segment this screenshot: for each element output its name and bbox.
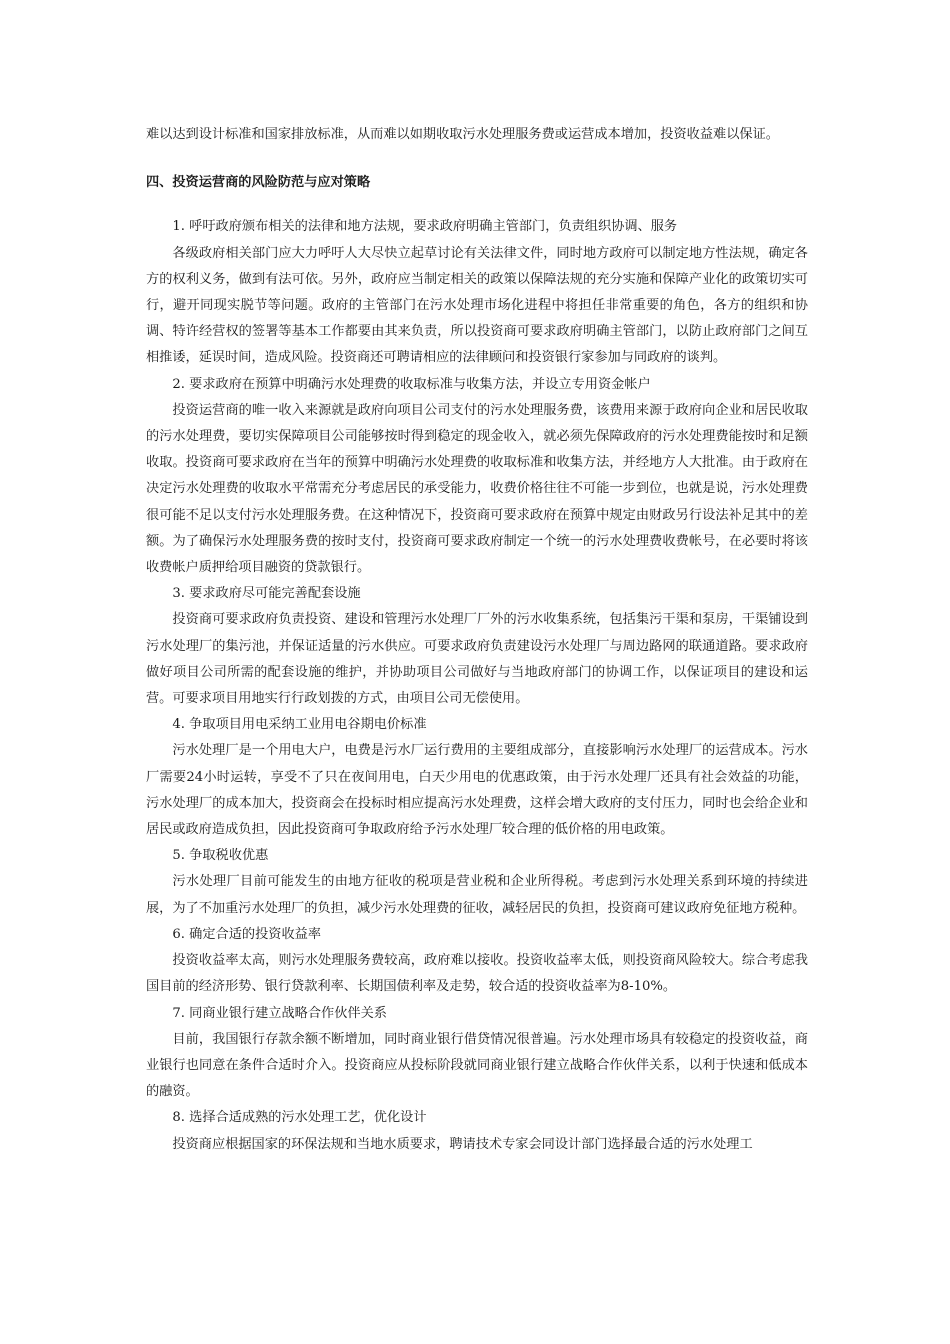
- item-title: 2. 要求政府在预算中明确污水处理费的收取标准与收集方法，并设立专用资金帐户: [172, 376, 651, 392]
- item-title: 6. 确定合适的投资收益率: [172, 926, 322, 942]
- item-5: [146, 843, 808, 922]
- item-body: 投资商应根据国家的环保法规和当地水质要求，聘请技术专家会同设计部门选择最合适的污水处理工: [172, 1136, 753, 1152]
- item-7: [146, 1001, 808, 1106]
- item-title: 7. 同商业银行建立战略合作伙伴关系: [172, 1005, 387, 1021]
- item-title: 3. 要求政府尽可能完善配套设施: [172, 586, 361, 602]
- item-6: [146, 922, 808, 1001]
- item-title: 5. 争取税收优惠: [172, 848, 269, 864]
- item-4: [146, 712, 808, 843]
- intro-paragraph: 难以达到设计标准和国家排放标准，从而难以如期收取污水处理服务费或运营成本增加，投资收益难以保证。: [146, 127, 779, 142]
- item-title: 1. 呼吁政府颁布相关的法律和地方法规，要求政府明确主管部门，负责组织协调、服务: [172, 219, 678, 235]
- item-title: 8. 选择合适成熟的污水处理工艺，优化设计: [172, 1110, 427, 1126]
- item-body: 污水处理厂是一个用电大户，电费是污水厂运行费用的主要组成部分，直接影响污水处理厂的运营成本。污水厂需要24小时运转，享受不了只在夜间用电，白天少用电的优惠政策，由于污水处理厂还具有社会效益的功能，污水处理厂的成本加大，投资商会在投标时相应提高污水处理费，这样会增大政府的支付压力，同时也会给企业和居民或政府造成负担，因此投资商可争取政府给予污水处理厂较合理的低价格的用电政策。: [146, 743, 808, 838]
- item-body: 投资商可要求政府负责投资、建设和管理污水处理厂厂外的污水收集系统，包括集污干渠和泵房，干渠铺设到污水处理厂的集污池，并保证适量的污水供应。可要求政府负责建设污水处理厂与周边路网的联通道路。要求政府做好项目公司所需的配套设施的维护，并协助项目公司做好与当地政府部门的协调工作，以保证项目的建设和运营。可要求项目用地实行行政划拨的方式，由项目公司无偿使用。: [146, 612, 808, 707]
- item-2: [146, 372, 808, 582]
- item-8: [146, 1105, 808, 1157]
- item-title: 4. 争取项目用电采纳工业用电谷期电价标准: [172, 717, 427, 733]
- item-body: 目前，我国银行存款余额不断增加，同时商业银行借贷情况很普遍。污水处理市场具有较稳定的投资收益，商业银行也同意在条件合适时介入。投资商应从投标阶段就同商业银行建立战略合作伙伴关系，以利于快速和低成本的融资。: [146, 1031, 808, 1100]
- section-heading: 四、投资运营商的风险防范与应对策略: [146, 175, 371, 191]
- item-3: [146, 581, 808, 712]
- item-1: [146, 214, 808, 371]
- item-body: 投资收益率太高，则污水处理服务费较高，政府难以接收。投资收益率太低，则投资商风险较大。综合考虑我国目前的经济形势、银行贷款利率、长期国债利率及走势，较合适的投资收益率为8-10%。: [146, 953, 808, 995]
- item-body: 各级政府相关部门应大力呼吁人大尽快立起草讨论有关法律文件，同时地方政府可以制定地方性法规，确定各方的权利义务，做到有法可依。另外，政府应当制定相关的政策以保障法规的充分实施和保障产业化的政策切实可行，避开同现实脱节等问题。政府的主管部门在污水处理市场化进程中将担任非常重要的角色，各方的组织和协调、特许经营权的签署等基本工作都要由其来负责，所以投资商可要求政府明确主管部门，以防止政府部门之间互相推诿，延误时间，造成风险。投资商还可聘请相应的法律顾问和投资银行家参加与同政府的谈判。: [146, 245, 808, 366]
- document-page: [146, 122, 808, 1158]
- item-body: 投资运营商的唯一收入来源就是政府向项目公司支付的污水处理服务费，该费用来源于政府向企业和居民收取的污水处理费，要切实保障项目公司能够按时得到稳定的现金收入，就必须先保障政府的污水处理费能按时和足额收取。投资商可要求政府在当年的预算中明确污水处理费的收取标准和收集方法，并经地方人大批准。由于政府在决定污水处理费的收取水平常需充分考虑居民的承受能力，收费价格往往不可能一步到位，也就是说，污水处理费很可能不足以支付污水处理服务费。在这种情况下，投资商可要求政府在预算中规定由财政另行设法补足其中的差额。为了确保污水处理服务费的按时支付，投资商可要求政府制定一个统一的污水处理费收费帐号，在必要时将该收费帐户质押给项目融资的贷款银行。: [146, 402, 808, 576]
- item-body: 污水处理厂目前可能发生的由地方征收的税项是营业税和企业所得税。考虑到污水处理关系到环境的持续进展，为了不加重污水处理厂的负担，减少污水处理费的征收，减轻居民的负担，投资商可建议政府免征地方税种。: [146, 874, 808, 916]
